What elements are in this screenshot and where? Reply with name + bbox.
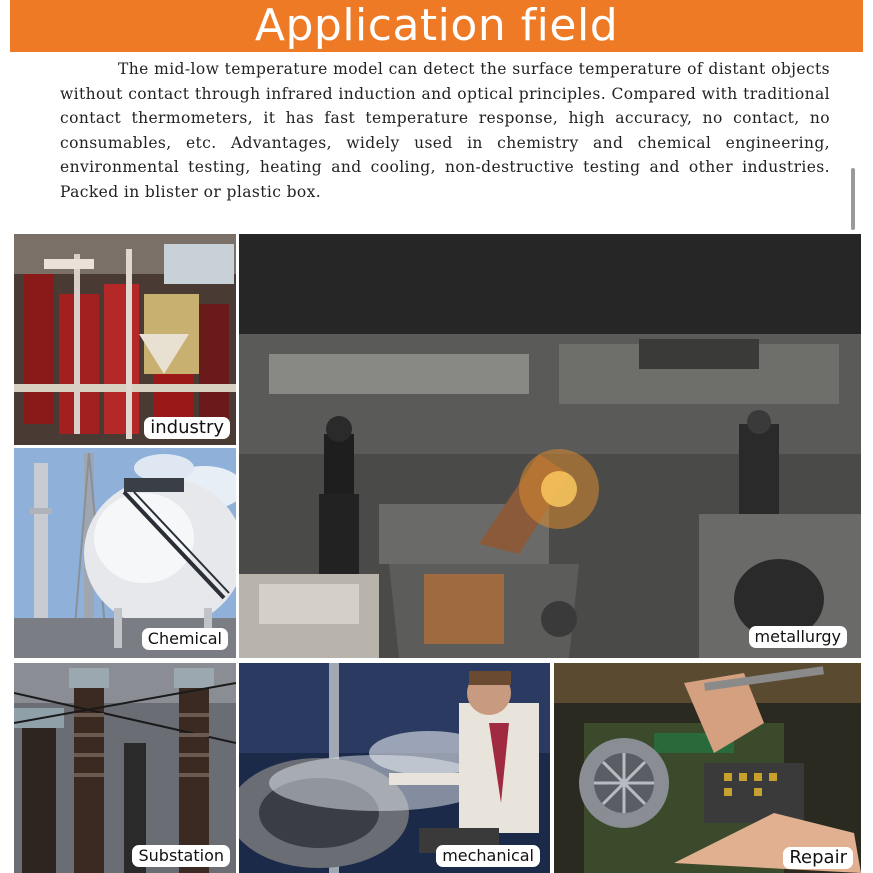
scrollbar[interactable] [851, 168, 855, 230]
page-title: Application field [254, 0, 619, 51]
industry-illustration [14, 234, 236, 445]
product-description: The mid-low temperature model can detect the surface temperature of distant objects without contact through infrared induction and optical principles. Compared with traditional contact thermometers, it has fast temperature response, high accuracy, no contact, no consumables, etc. Advantages, widely used in chemistry and chemical engineering, environmental testing, heating and cooling, non-destructive testing and other industries. Packed in blister or plastic box. [60, 60, 830, 201]
metallurgy-label: metallurgy [749, 626, 847, 648]
repair-photo [554, 663, 861, 873]
chemical-label: Chemical [142, 628, 228, 650]
chemical-illustration [14, 448, 236, 658]
substation-label: Substation [132, 845, 230, 867]
repair-label: Repair [783, 847, 853, 869]
metallurgy-illustration [239, 234, 861, 658]
header-banner [10, 0, 863, 52]
chemical-photo [14, 448, 236, 658]
industry-photo [14, 234, 236, 445]
substation-photo [14, 663, 236, 873]
repair-illustration [554, 663, 861, 873]
mechanical-photo [239, 663, 550, 873]
mechanical-label: mechanical [436, 845, 540, 867]
metallurgy-photo [239, 234, 861, 658]
mechanical-illustration [239, 663, 550, 873]
industry-label: industry [144, 417, 230, 439]
substation-illustration [14, 663, 236, 873]
